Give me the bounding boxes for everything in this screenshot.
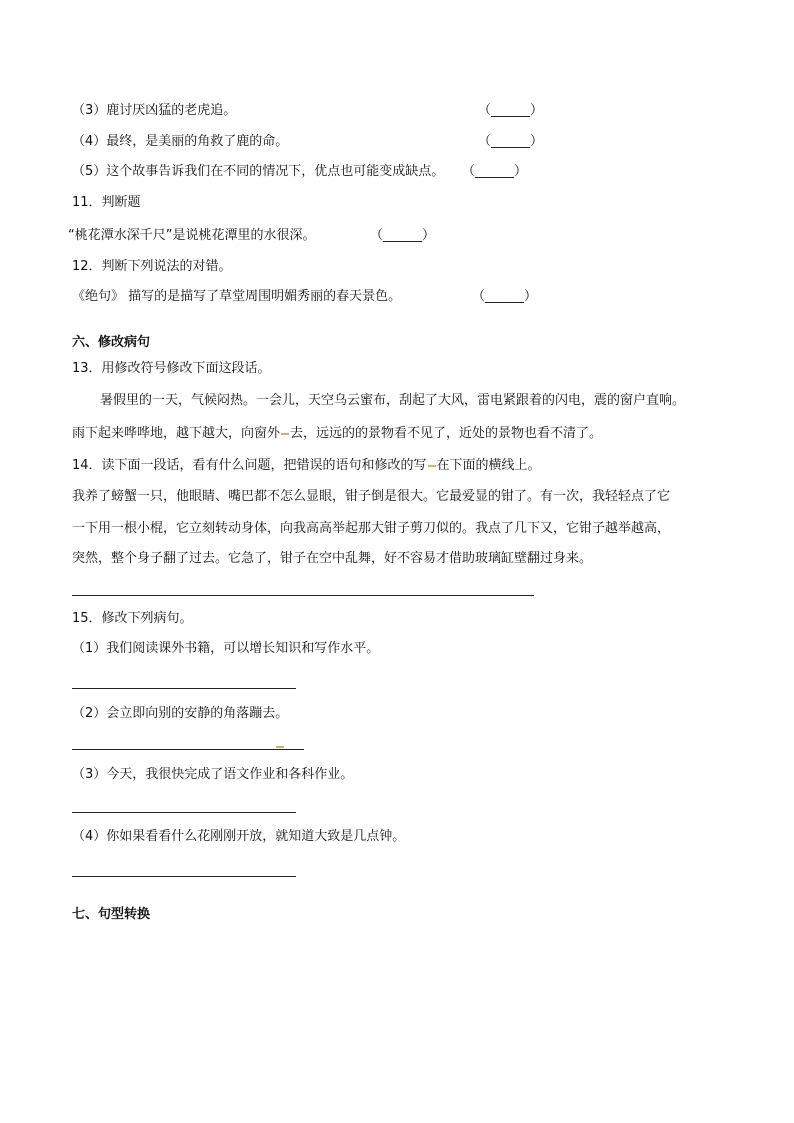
q15-item-4: （4）你如果看看什么花刚刚开放，就知道大致是几点钟。 xyxy=(72,829,406,844)
q15-item-2: （2）会立即向别的安静的角落蹦去。 xyxy=(72,706,289,721)
tf-item-4-blank[interactable]: （______） xyxy=(478,134,544,149)
tf-item-3 xyxy=(72,102,236,120)
q15-item-2-answer-line[interactable] xyxy=(72,749,304,750)
q14-answer-line[interactable] xyxy=(72,595,534,596)
tf-item-5 xyxy=(72,163,444,181)
q14-title-part-a: 14．读下面一段话，看有什么问题，把错误的语句和修改的写 xyxy=(72,458,427,473)
insert-mark xyxy=(281,433,289,435)
tf-item-3-text: （3）鹿讨厌凶猛的老虎追。 xyxy=(72,103,237,118)
tf-item-4 xyxy=(72,133,288,151)
section-6-heading: 六、修改病句 xyxy=(72,335,151,350)
q12-title: 12．判断下列说法的对错。 xyxy=(72,259,232,274)
tf-item-5-blank[interactable]: （______） xyxy=(462,164,528,179)
q13-p2-part-b: 去，远远的的景物看不见了，近处的景物也看不清了。 xyxy=(290,426,603,441)
q14-paragraph-line-3: 突然，整个身子翻了过去。它急了，钳子在空中乱舞，好不容易才借助玻璃缸壁翻过身来。 xyxy=(72,551,593,566)
q12-blank[interactable]: （______） xyxy=(472,289,538,304)
q15-item-1: （1）我们阅读课外书籍，可以增长知识和写作水平。 xyxy=(72,641,380,656)
q14-title-part-b: 在下面的横线上。 xyxy=(436,458,541,473)
insert-mark xyxy=(276,746,284,748)
tf-item-5-text: （5）这个故事告诉我们在不同的情况下，优点也可能变成缺点。 xyxy=(72,164,445,179)
q11-text: “桃花潭水深千尺”是说桃花潭里的水很深。 xyxy=(68,228,316,243)
tf-item-3-blank[interactable]: （______） xyxy=(478,103,544,118)
q14-paragraph-line-1: 我养了螃蟹一只，他眼睛、嘴巴都不怎么显眼，钳子倒是很大。它最爱显的钳了。有一次，我轻轻点了它 xyxy=(72,489,671,504)
q15-item-3-answer-line[interactable] xyxy=(72,812,296,813)
q15-item-1-answer-line[interactable] xyxy=(72,688,296,689)
q15-title: 15．修改下列病句。 xyxy=(72,611,193,626)
q13-paragraph-line-1: 暑假里的一天，气候闷热。一会儿，天空乌云蜜布，刮起了大风，雷电紧跟着的闪电，震的窗户直响。 xyxy=(100,393,686,408)
q15-item-3: （3）今天，我很快完成了语文作业和各科作业。 xyxy=(72,767,354,782)
q13-p2-part-a: 雨下起来哗哗地，越下越大，向窗外 xyxy=(72,426,281,441)
q13-paragraph-line-2 xyxy=(72,425,602,443)
q15-item-4-answer-line[interactable] xyxy=(72,876,296,877)
section-7-heading: 七、句型转换 xyxy=(72,907,151,922)
tf-item-4-text: （4）最终，是美丽的角救了鹿的命。 xyxy=(72,134,289,149)
q11-blank[interactable]: （______） xyxy=(370,228,436,243)
q14-title xyxy=(72,457,541,475)
insert-mark xyxy=(428,465,436,467)
q14-paragraph-line-2: 一下用一根小棍，它立刻转动身体，向我高高举起那大钳子剪刀似的。我点了几下又，它钳子越举越高， xyxy=(72,521,671,536)
q12-text: 《绝句》 描写的是描写了草堂周围明媚秀丽的春天景色。 xyxy=(72,289,402,304)
q11-title: 11．判断题 xyxy=(72,195,141,210)
q13-title: 13．用修改符号修改下面这段话。 xyxy=(72,361,271,376)
